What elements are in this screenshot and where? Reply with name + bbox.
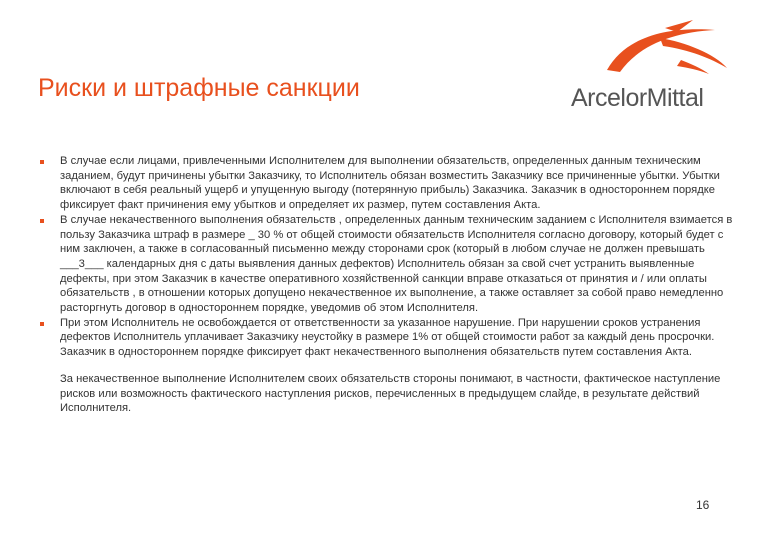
bullet-text: При этом Исполнитель не освобождается от ответственности за указанное нарушение. При нарушении сроков устранения дефектов Исполнитель уплачивает Заказчику неустойку в размере 1% от общей стоимости работ за каждый день просрочки. Заказчик в одностороннем порядке фиксирует факт некачественного выполнения обязательств путем составления Акта. (60, 316, 715, 359)
bullet-text: В случае если лицами, привлеченными Исполнителем для выполнении обязательств, определенных данным техническим заданием, будут причинены убытки Заказчику, то Исполнитель обязан возместить Заказчику все причиненные убытки. Убытки включают в себя реальный ущерб и упущенную выгоду (потерянную прибыль) Заказчика. Заказчик в одностороннем порядке фиксирует факт причинения ему убытков и определяет их размер, путем составления Акта. (60, 155, 720, 212)
bullet-icon (40, 160, 44, 164)
closing-paragraph: За некачественное выполнение Исполнителем своих обязательств стороны понимают, в частности, фактическое наступление рисков или возможность фактического наступления рисков, перечисленных в предыдущем слайде, в результате действий Исполнителя. (60, 372, 721, 415)
list-item (40, 154, 740, 213)
arcelormittal-logo (565, 18, 735, 112)
logo-wordmark: ArcelorMittal (571, 84, 704, 112)
slide-content (40, 154, 740, 416)
slide-title: Риски и штрафные санкции (38, 74, 360, 102)
bullet-text: В случае некачественного выполнения обязательств , определенных данным техническим заданием с Исполнителя взимается в пользу Заказчика штраф в размере _ 30 % от общей стоимости обязательств Исполнителя согласно договору, который будет с ним заключен, а также в согласованный письменно между сторонами срок (который в любом случае не должен превышать ___3___ календарных дня с даты выявления данных дефектов) Исполнитель обязан за свой счет устранить выявленные дефекты, при этом Заказчик в качестве оперативного хозяйственной санкции вправе отказаться от принятия и / или оплаты обязательств , в отношении которых допущено некачественное их выполнение, а также оставляет за собой право немедленно расторгнуть договор в одностороннем порядке, уведомив об этом Исполнителя. (60, 213, 733, 315)
bullet-icon (40, 219, 44, 223)
list-item (40, 213, 740, 316)
bullet-icon (40, 322, 44, 326)
list-item (40, 316, 740, 360)
page-number: 16 (696, 498, 710, 512)
logo-swoosh-icon (565, 18, 735, 88)
